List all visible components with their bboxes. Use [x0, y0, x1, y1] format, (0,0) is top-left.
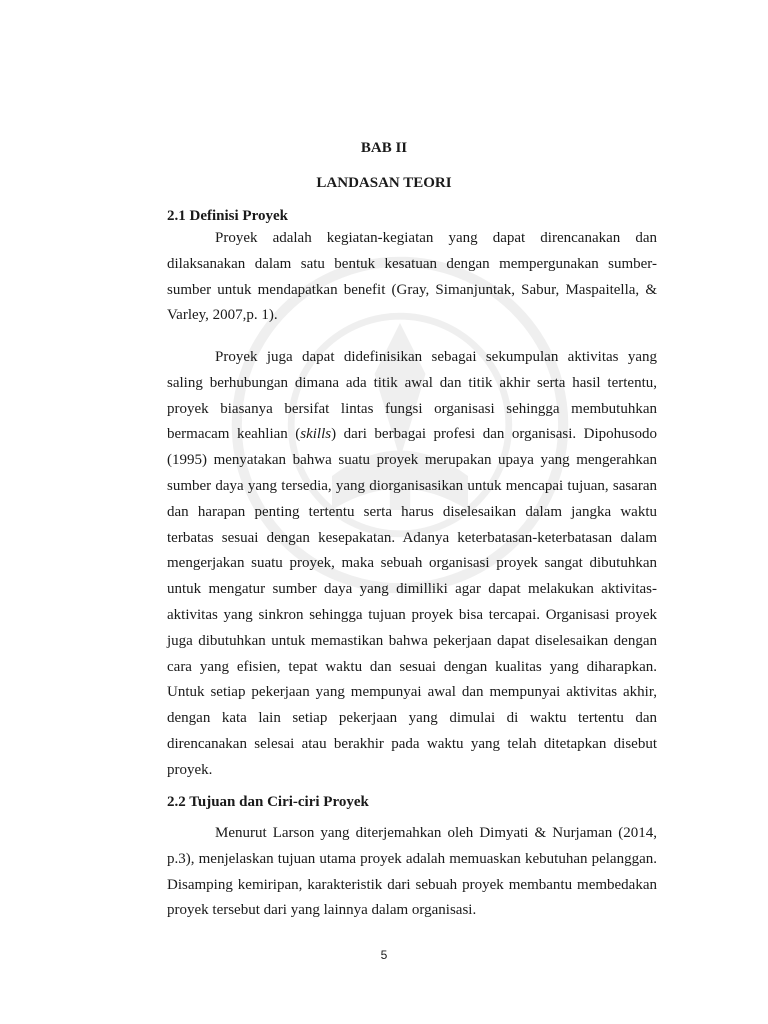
paragraph-definisi-2: [167, 345, 657, 784]
paragraph-definisi-1: Proyek adalah kegiatan-kegiatan yang dapat direncanakan dan dilaksanakan dalam satu bentuk kesatuan dengan mempergunakan sumber-sumber untuk mendapatkan benefit (Gray, Simanjuntak, Sabur, Maspaitella, & Varley, 2007,p. 1).: [167, 230, 657, 324]
section-heading-2-1: 2.1 Definisi Proyek: [167, 208, 288, 224]
chapter-number: BAB II: [360, 140, 408, 156]
section-heading-2-2: 2.2 Tujuan dan Ciri-ciri Proyek: [167, 794, 369, 810]
paragraph-text: Proyek juga dapat didefinisikan sebagai sekumpulan aktivitas yang saling berhubungan dimana ada titik awal dan titik akhir serta hasil tertentu, proyek biasanya bersifat lintas fungsi organisasi sehingga membutuhkan bermacam keahlian (: [167, 349, 657, 443]
page-number: 5: [380, 948, 388, 962]
paragraph-tujuan-1: Menurut Larson yang diterjemahkan oleh Dimyati & Nurjaman (2014, p.3), menjelaskan tujuan utama proyek adalah memuaskan kebutuhan pelanggan. Disamping kemiripan, karakteristik dari sebuah proyek membantu membedakan proyek tersebut dari yang lainnya dalam organisasi.: [167, 825, 657, 919]
paragraph-text: ) dari berbagai profesi dan organisasi. Dipohusodo (1995) menyatakan bahwa suatu proyek merupakan upaya yang mengerahkan sumber daya yang tersedia, yang diorganisasikan untuk mencapai tujuan, sasaran dan harapan penting tertentu serta harus diselesaikan dalam jangka waktu terbatas sesuai dengan kesepakatan. Adanya keterbatasan-keterbatasan dalam mengerjakan suatu proyek, maka sebuah organisasi proyek sangat dibutuhkan untuk mengatur sumber daya yang dimilliki agar dapat melakukan aktivitas-aktivitas yang sinkron sehingga tujuan proyek bisa tercapai. Organisasi proyek juga dibutuhkan untuk memastikan bahwa pekerjaan dapat diselesaikan dengan cara yang efisien, tepat waktu dan sesuai dengan kualitas yang diharapkan. Untuk setiap pekerjaan yang mempunyai awal dan mempunyai aktivitas akhir, dengan kata lain setiap pekerjaan yang dimulai di waktu tertentu dan direncanakan selesai atau berakhir pada waktu yang telah ditetapkan disebut proyek.: [167, 426, 657, 778]
italic-term-skills: skills: [300, 426, 332, 443]
chapter-title: LANDASAN TEORI: [316, 175, 452, 191]
